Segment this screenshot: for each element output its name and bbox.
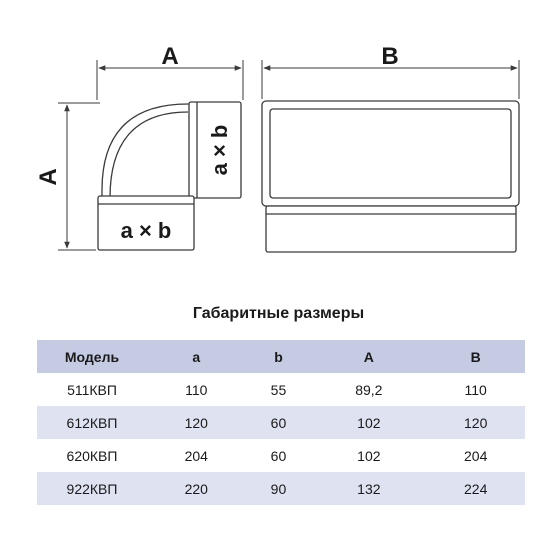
column-header-model: Модель: [64, 348, 120, 365]
cell-A: 102: [357, 447, 381, 464]
column-header-B: B: [470, 348, 481, 365]
dimensions-table: [37, 340, 525, 505]
cell-model: 620КВП: [66, 447, 118, 464]
cell-b: 60: [270, 447, 287, 464]
cell-b: 55: [270, 381, 287, 398]
table-row: [37, 439, 525, 472]
cell-b: 90: [270, 480, 287, 497]
table-title: Габаритные размеры: [192, 305, 365, 322]
table-row: [37, 406, 525, 439]
elbow-width-label: A: [161, 43, 179, 70]
straight-fitting: [262, 101, 519, 252]
cell-a: 220: [184, 480, 208, 497]
cell-a: 120: [184, 414, 208, 431]
cell-model: 922КВП: [66, 480, 118, 497]
table-row: [37, 472, 525, 505]
cell-A: 102: [357, 414, 381, 431]
cell-B: 204: [464, 447, 488, 464]
cell-B: 110: [464, 381, 487, 398]
cell-b: 60: [270, 414, 287, 431]
cell-a: 110: [185, 381, 208, 398]
cell-B: 120: [464, 414, 488, 431]
cell-A: 89,2: [355, 381, 383, 398]
straight-socket: [266, 206, 516, 252]
table-row: [37, 373, 525, 406]
straight-length-label: B: [381, 43, 399, 70]
cell-A: 132: [357, 480, 381, 497]
straight-body-inner: [270, 109, 511, 198]
section-label-vertical: a × b: [207, 124, 232, 176]
section-label-horizontal: a × b: [120, 218, 172, 243]
cell-a: 204: [184, 447, 208, 464]
table-header-row: [37, 340, 525, 373]
cell-B: 224: [464, 480, 488, 497]
column-header-a: a: [192, 348, 201, 365]
cell-model: 612КВП: [66, 414, 118, 431]
elbow-body: [102, 104, 193, 198]
column-header-b: b: [274, 348, 283, 365]
column-header-A: A: [363, 348, 374, 365]
elbow-height-dimension: [58, 103, 100, 250]
elbow-height-label: A: [35, 168, 62, 186]
cell-model: 511КВП: [67, 381, 117, 398]
